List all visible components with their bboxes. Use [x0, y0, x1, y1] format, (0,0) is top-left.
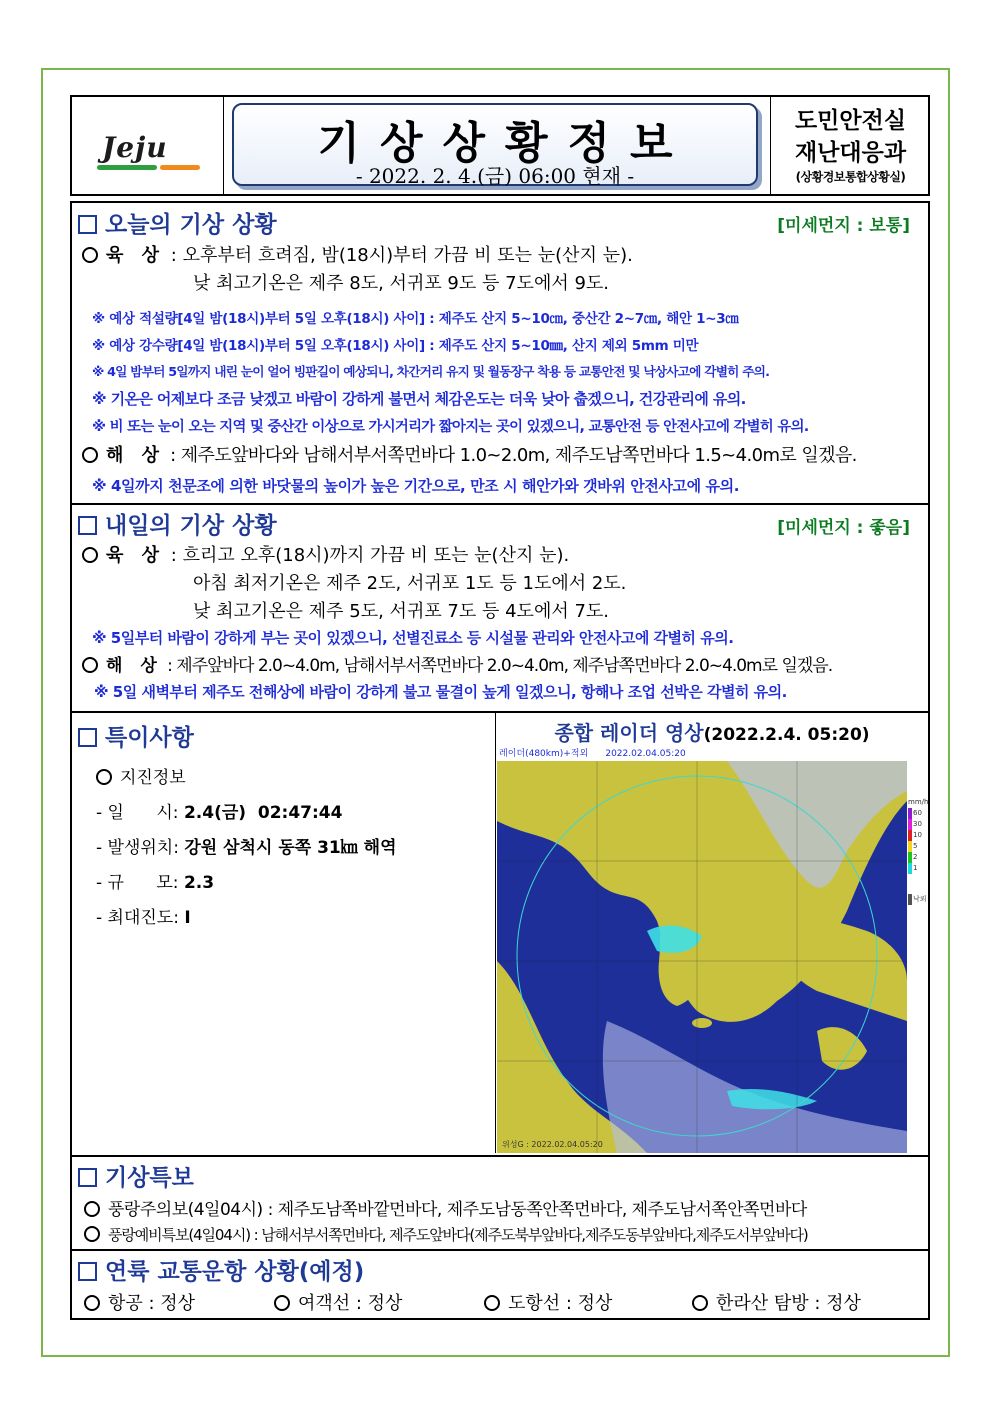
alert-heading	[78, 1159, 194, 1192]
special-heading	[78, 719, 194, 752]
eq-location-label: - 발생위치:	[96, 838, 179, 858]
logo	[72, 97, 224, 194]
circle-bullet-icon	[692, 1295, 708, 1311]
tomorrow-sea-row	[82, 651, 832, 676]
radar-time: (2022.2.4. 05:20)	[703, 725, 870, 745]
eq-intensity: Ⅰ	[184, 908, 191, 928]
alert-section	[70, 1155, 930, 1249]
bulletin	[70, 95, 930, 1320]
traffic-item-island-boat	[484, 1289, 612, 1315]
circle-bullet-icon	[274, 1295, 290, 1311]
dept-line-2: 재난대응과	[794, 140, 907, 166]
page-title: 기상상황정보	[317, 118, 693, 169]
special-section	[70, 711, 930, 1155]
eq-intensity-label: - 최대진도:	[96, 908, 179, 928]
tomorrow-land-note: ※ 5일부터 바람이 강하게 부는 곳이 있겠으니, 선별진료소 등 시설물 관리와 안전사고에 각별히 유의.	[92, 629, 734, 647]
radar-legend-lightning: 낙뢰	[908, 894, 928, 905]
radar-image	[497, 747, 907, 1153]
today-land-label: 육 상	[106, 245, 166, 266]
today-land-line-1: : 오후부터 흐려짐, 밤(18시)부터 가끔 비 또는 눈(산지 눈).	[170, 245, 633, 266]
circle-bullet-icon	[96, 769, 112, 785]
traffic-island-boat-status: 도항선 : 정상	[508, 1293, 613, 1314]
tomorrow-sea-note: ※ 5일 새벽부터 제주도 전해상에 바람이 강하게 불고 물결이 높게 일겠으니, 항해나 조업 선박은 각별히 유의.	[94, 683, 787, 701]
today-sea-note: ※ 4일까지 천문조에 의한 바닷물의 높이가 높은 기간으로, 만조 시 해안가와 갯바위 안전사고에 유의.	[92, 477, 740, 495]
traffic-ferry-status: 여객선 : 정상	[298, 1293, 403, 1314]
logo-swoosh-icon	[97, 165, 157, 170]
tomorrow-title: 내일의 기상 상황	[105, 513, 277, 539]
dept-line-1: 도민안전실	[794, 108, 907, 134]
radar-legend	[908, 747, 928, 1153]
alert-line-2-row	[84, 1224, 808, 1245]
circle-bullet-icon	[484, 1295, 500, 1311]
logo-text: Jeju	[102, 131, 168, 164]
today-note-5: ※ 비 또는 눈이 오는 지역 및 중산간 이상으로 가시거리가 짧아지는 곳이 있겠으니, 교통안전 등 안전사고에 각별히 유의.	[92, 419, 809, 435]
special-info	[72, 713, 496, 1153]
tomorrow-land-line-1: : 흐리고 오후(18시)까지 가끔 비 또는 눈(산지 눈).	[170, 545, 570, 566]
eq-magnitude: 2.3	[183, 873, 215, 893]
traffic-title: 연륙 교통운항 상황(예정)	[105, 1259, 365, 1285]
logo-swoosh-accent-icon	[160, 165, 200, 170]
radar-legend-60: 60	[908, 808, 928, 819]
traffic-air-status: 항공 : 정상	[108, 1293, 196, 1314]
radar-legend-10: 10	[908, 830, 928, 841]
tomorrow-sea-label: 해 상	[106, 656, 163, 676]
circle-bullet-icon	[84, 1201, 100, 1217]
today-sea-line: : 제주도앞바다와 남해서부서쪽먼바다 1.0~2.0m, 제주도남쪽먼바다 1.5~4.0m로 일겠음.	[170, 445, 857, 466]
circle-bullet-icon	[82, 657, 98, 673]
traffic-item-air	[84, 1289, 195, 1315]
traffic-heading	[78, 1253, 364, 1286]
circle-bullet-icon	[84, 1226, 100, 1242]
eq-intensity-row	[96, 903, 191, 928]
circle-bullet-icon	[82, 247, 98, 263]
today-sea-row	[82, 441, 857, 467]
checkbox-square-icon	[78, 215, 97, 234]
eq-magnitude-label: - 규 모:	[96, 873, 179, 893]
today-note-2: ※ 예상 강수량[4일 밤(18시)부터 5일 오후(18시) 사이] : 제주도 산지 5~10㎜, 산지 제외 5mm 미만	[92, 338, 699, 354]
today-sea-label: 해 상	[106, 445, 166, 466]
checkbox-square-icon	[78, 1262, 97, 1281]
title-box	[232, 103, 758, 186]
tomorrow-land-row	[82, 541, 569, 567]
radar-legend-2: 2	[908, 852, 928, 863]
today-title: 오늘의 기상 상황	[105, 212, 277, 238]
traffic-item-hallasan	[692, 1289, 861, 1315]
alert-line-1-row	[84, 1195, 807, 1220]
eq-heading-row	[96, 763, 186, 788]
today-section	[70, 201, 930, 503]
today-note-1: ※ 예상 적설량[4일 밤(18시)부터 5일 오후(18시) 사이] : 제주도 산지 5~10㎝, 중산간 2~7㎝, 해안 1~3㎝	[92, 311, 739, 327]
checkbox-square-icon	[78, 516, 97, 535]
tomorrow-dust-status: [미세먼지 : 좋음]	[777, 518, 910, 538]
eq-time-row	[96, 798, 342, 823]
alert-line-1: 풍랑주의보(4일04시) : 제주도남쪽바깥먼바다, 제주도남동쪽안쪽먼바다, 제주도남서쪽안쪽먼바다	[108, 1200, 807, 1220]
radar-legend-1: 1	[908, 863, 928, 874]
radar-legend-unit: mm/h	[908, 798, 929, 806]
radar-title: 종합 레이더 영상	[554, 721, 704, 745]
today-note-3: ※ 4일 밤부터 5일까지 내린 눈이 얼어 빙판길이 예상되니, 차간거리 유지 및 월동장구 착용 등 교통안전 및 낙상사고에 각별히 주의.	[92, 364, 770, 379]
page-subtitle: - 2022. 2. 4.(금) 06:00 현재 -	[355, 164, 635, 188]
radar-legend-5: 5	[908, 841, 928, 852]
circle-bullet-icon	[84, 1295, 100, 1311]
traffic-hallasan-status: 한라산 탐방 : 정상	[716, 1293, 861, 1314]
eq-heading: 지진정보	[120, 768, 186, 788]
eq-time-label: - 일 시:	[96, 803, 179, 823]
traffic-section	[70, 1249, 930, 1320]
today-land-row	[82, 241, 633, 267]
tomorrow-land-label: 육 상	[106, 545, 166, 566]
alert-line-2: 풍랑예비특보(4일04시) : 남해서부서쪽먼바다, 제주도앞바다(제주도북부앞바다,제주도동부앞바다,제주도서부앞바다)	[108, 1226, 808, 1244]
tomorrow-sea-line: : 제주앞바다 2.0~4.0m, 남해서부서쪽먼바다 2.0~4.0m, 제주남쪽먼바다 2.0~4.0m로 일겠음.	[167, 656, 833, 676]
eq-time: 2.4(금) 02:47:44	[183, 803, 343, 823]
header	[70, 95, 930, 196]
tomorrow-land-line-2: 아침 최저기온은 제주 2도, 서귀포 1도 등 1도에서 2도.	[193, 573, 627, 594]
radar-legend-30: 30	[908, 819, 928, 830]
department	[770, 97, 930, 194]
radar-map-icon	[497, 761, 907, 1153]
tomorrow-land-line-3: 낮 최고기온은 제주 5도, 서귀포 7도 등 4도에서 7도.	[193, 601, 610, 622]
radar-footer: 위성G : 2022.02.04.05:20	[502, 1140, 603, 1149]
special-title: 특이사항	[105, 725, 194, 751]
checkbox-square-icon	[78, 728, 97, 747]
today-note-4: ※ 기온은 어제보다 조금 낮겠고 바람이 강하게 불면서 체감온도는 더욱 낮아 춥겠으니, 건강관리에 유의.	[92, 390, 746, 408]
today-heading	[78, 206, 277, 239]
circle-bullet-icon	[82, 447, 98, 463]
eq-location-row	[96, 833, 397, 858]
eq-location: 강원 삼척시 동쪽 31㎞ 해역	[184, 838, 397, 858]
tomorrow-heading	[78, 507, 277, 540]
eq-magnitude-row	[96, 868, 214, 893]
alert-title: 기상특보	[105, 1165, 194, 1191]
tomorrow-section	[70, 503, 930, 711]
checkbox-square-icon	[78, 1168, 97, 1187]
circle-bullet-icon	[82, 547, 98, 563]
radar-heading	[496, 717, 928, 746]
today-land-line-2: 낮 최고기온은 제주 8도, 서귀포 9도 등 7도에서 9도.	[193, 273, 610, 294]
today-dust-status: [미세먼지 : 보통]	[777, 216, 910, 236]
radar-caption: 레이더(480km)+적외 2022.02.04.05:20	[497, 747, 907, 761]
traffic-item-ferry	[274, 1289, 402, 1315]
dept-line-3: (상황경보통합상황실)	[795, 170, 906, 184]
